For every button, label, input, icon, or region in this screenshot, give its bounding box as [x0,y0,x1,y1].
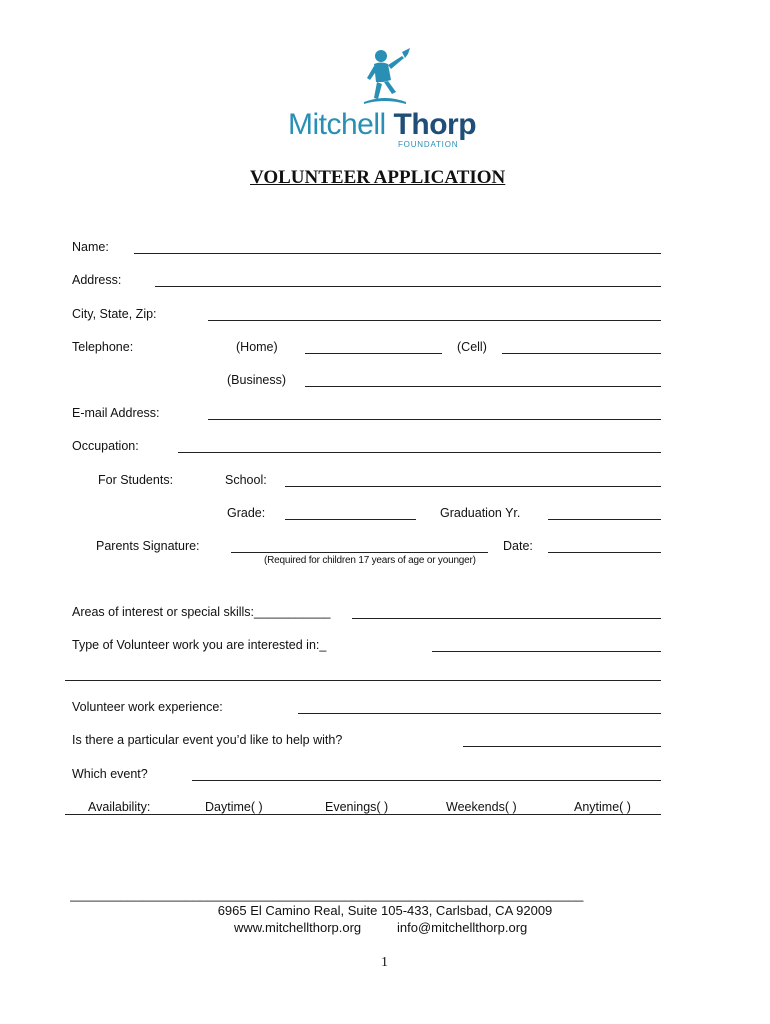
school-input-line[interactable] [285,486,661,487]
city-state-zip-label: City, State, Zip: [72,307,157,321]
name-label: Name: [72,240,109,254]
logo-subtitle: FOUNDATION [398,140,459,149]
school-label: School: [225,473,267,487]
volunteer-type-input-line[interactable] [432,651,661,652]
child-silhouette-icon [350,42,420,112]
email-label: E-mail Address: [72,406,160,420]
home-phone-input-line[interactable] [305,353,442,354]
availability-label: Availability: [88,800,151,814]
occupation-input-line[interactable] [178,452,661,453]
graduation-year-label: Graduation Yr. [440,506,521,520]
cell-phone-input-line[interactable] [502,353,661,354]
date-input-line[interactable] [548,552,661,553]
footer-address: 6965 El Camino Real, Suite 105-433, Carlsbad, CA 92009 [217,903,553,918]
volunteer-type-continuation-line[interactable] [65,680,661,681]
footer-rule: _______________________________________________________________________ [70,887,584,902]
parents-signature-label: Parents Signature: [96,539,200,553]
which-event-input-line[interactable] [192,780,661,781]
availability-evenings-option[interactable]: Evenings( ) [325,800,389,814]
grade-input-line[interactable] [285,519,416,520]
address-input-line[interactable] [155,286,661,287]
areas-of-interest-label: Areas of interest or special skills:___________ [72,605,331,619]
volunteer-experience-input-line[interactable] [298,713,661,714]
telephone-label: Telephone: [72,340,134,354]
name-input-line[interactable] [134,253,661,254]
foundation-logo [280,42,490,150]
address-label: Address: [72,273,122,287]
graduation-year-input-line[interactable] [548,519,661,520]
city-state-zip-input-line[interactable] [208,320,661,321]
required-note: (Required for children 17 years of age or younger) [264,555,476,566]
page-title: VOLUNTEER APPLICATION [250,167,506,188]
students-label: For Students: [98,473,174,487]
page-number: 1 [381,955,388,970]
which-event-label: Which event? [72,767,148,781]
volunteer-experience-label: Volunteer work experience: [72,700,223,714]
event-question-label: Is there a particular event you’d like to help with? [72,733,343,747]
cell-phone-label: (Cell) [457,340,487,354]
event-question-input-line[interactable] [463,746,661,747]
volunteer-type-label: Type of Volunteer work you are interested in:_ [72,638,327,652]
logo-name-bold: Thorp [393,108,477,141]
parents-signature-input-line[interactable] [231,552,488,553]
logo-name-light: Mitchell [288,108,386,141]
areas-of-interest-input-line[interactable] [352,618,661,619]
footer-email-link[interactable]: info@mitchellthorp.org [397,920,528,935]
occupation-label: Occupation: [72,439,139,453]
email-input-line[interactable] [208,419,661,420]
availability-anytime-option[interactable]: Anytime( ) [574,800,631,814]
grade-label: Grade: [227,506,266,520]
availability-underline [65,814,661,815]
footer-website-link[interactable]: www.mitchellthorp.org [234,920,362,935]
business-phone-input-line[interactable] [305,386,661,387]
availability-daytime-option[interactable]: Daytime( ) [205,800,263,814]
business-phone-label: (Business) [227,373,287,387]
availability-weekends-option[interactable]: Weekends( ) [446,800,517,814]
home-phone-label: (Home) [236,340,278,354]
date-label: Date: [503,539,533,553]
